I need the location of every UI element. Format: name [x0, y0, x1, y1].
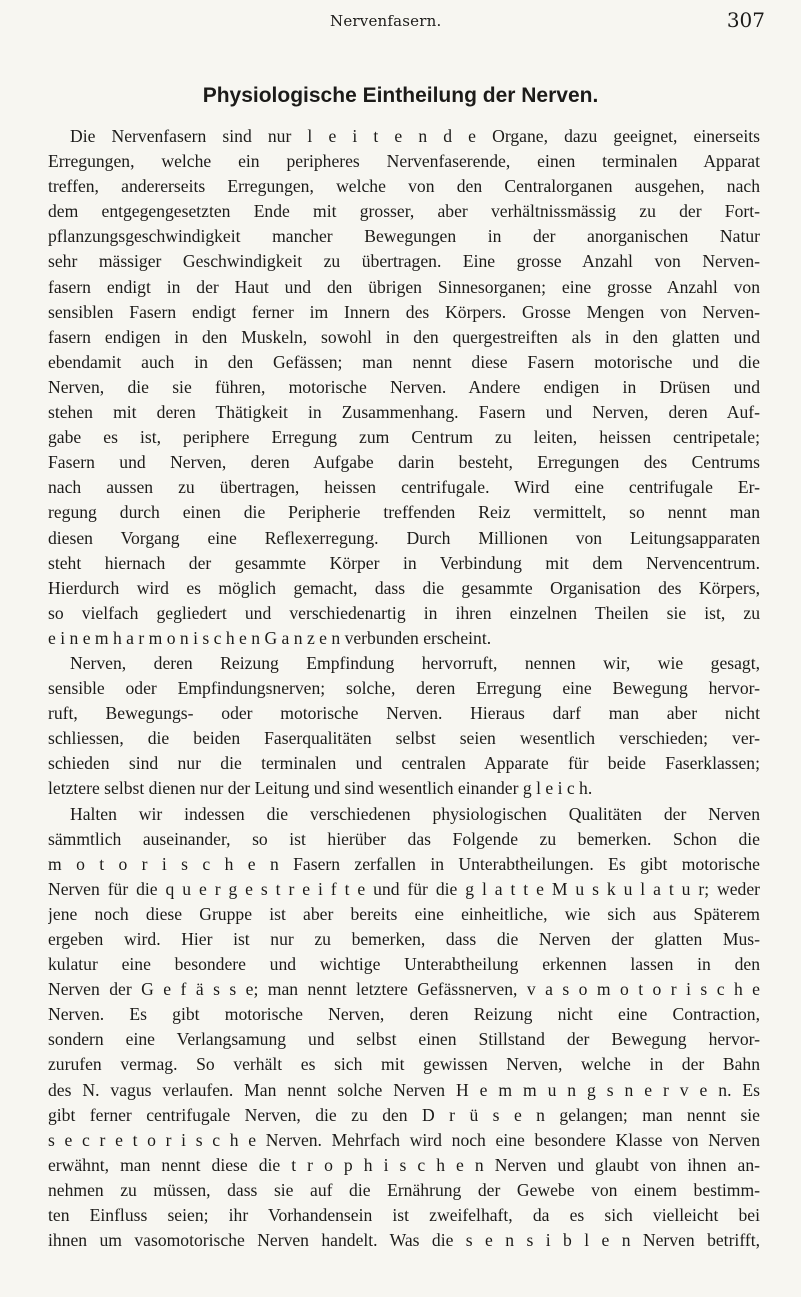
- text-line: diesen Vorgang eine Reflexerregung. Durch Millionen von Leitungsapparaten: [48, 527, 760, 548]
- text-line: dem entgegengesetzten Ende mit grosser, aber verhältnissmässig zu der Fort-: [48, 201, 760, 222]
- text-line: Nerven. Es gibt motorische Nerven, deren Reizung nicht eine Contraction,: [48, 1004, 760, 1025]
- text-line: stehen mit deren Thätigkeit in Zusammenhang. Fasern und Nerven, deren Auf-: [48, 402, 760, 423]
- text-line: jene noch diese Gruppe ist aber bereits eine einheitliche, wie sich aus Späterem: [48, 903, 760, 924]
- text-line: treffen, andererseits Erregungen, welche von den Centralorganen ausgehen, nach: [48, 176, 760, 197]
- text-line: sämmtlich auseinander, so ist hierüber das Folgende zu bemerken. Schon die: [48, 828, 760, 849]
- text-line: ten Einfluss seien; ihr Vorhandensein ist zweifelhaft, da es sich vielleicht bei: [48, 1205, 760, 1226]
- text-line: Nerven, die sie führen, motorische Nerven. Andere endigen in Drüsen und: [48, 376, 760, 397]
- text-line: s e c r e t o r i s c h e Nerven. Mehrfach wird noch eine besondere Klasse von Nerven: [48, 1129, 760, 1150]
- text-line: gabe es ist, periphere Erregung zum Centrum zu leiten, heissen centripetale;: [48, 427, 760, 448]
- text-line: des N. vagus verlaufen. Man nennt solche Nerven H e m m u n g s n e r v e n. Es: [48, 1079, 760, 1100]
- text-line: regung durch einen die Peripherie treffenden Reiz vermittelt, so nennt man: [48, 502, 760, 523]
- page-number: 307: [726, 8, 765, 32]
- text-line: kulatur eine besondere und wichtige Unterabtheilung erkennen lassen in den: [48, 954, 760, 975]
- text-line: fasern endigen in den Muskeln, sowohl in den quergestreiften als in den glatten und: [48, 326, 760, 347]
- text-line: sehr mässiger Geschwindigkeit zu übertragen. Eine grosse Anzahl von Nerven-: [48, 251, 760, 272]
- text-line: zurufen vermag. So verhält es sich mit gewissen Nerven, welche in der Bahn: [48, 1054, 760, 1075]
- text-line: steht hiernach der gesammte Körper in Verbindung mit dem Nervencentrum.: [48, 552, 760, 573]
- text-line: schliessen, die beiden Faserqualitäten selbst seien wesentlich verschieden; ver-: [48, 728, 760, 749]
- text-line: Nerven der G e f ä s s e; man nennt letztere Gefässnerven, v a s o m o t o r i s c h e: [48, 979, 760, 1000]
- text-line: ruft, Bewegungs- oder motorische Nerven. Hieraus darf man aber nicht: [48, 703, 760, 724]
- text-line: pflanzungsgeschwindigkeit mancher Bewegungen in der anorganischen Natur: [48, 226, 760, 247]
- text-line: Nerven für die q u e r g e s t r e i f t e und für die g l a t t e M u s k u l a t u r; weder: [48, 878, 760, 899]
- text-line: gibt ferner centrifugale Nerven, die zu den D r ü s e n gelangen; man nennt sie: [48, 1104, 760, 1125]
- running-head: Nervenfasern.: [330, 12, 442, 30]
- text-line: erwähnt, man nennt diese die t r o p h i s c h e n Nerven und glaubt von ihnen an-: [48, 1154, 760, 1175]
- body-text: [48, 124, 760, 1253]
- text-line: Halten wir indessen die verschiedenen physiologischen Qualitäten der Nerven: [70, 803, 760, 824]
- text-line: fasern endigt in der Haut und den übrigen Sinnesorganen; eine grosse Anzahl von: [48, 276, 760, 297]
- text-line: Hierdurch wird es möglich gemacht, dass die gesammte Organisation des Körpers,: [48, 577, 760, 598]
- text-line: ihnen um vasomotorische Nerven handelt. Was die s e n s i b l e n Nerven betrifft,: [48, 1230, 760, 1251]
- text-line: sensiblen Fasern endigt ferner im Innern des Körpers. Grosse Mengen von Nerven-: [48, 301, 760, 322]
- text-line: nach aussen zu übertragen, heissen centrifugale. Wird eine centrifugale Er-: [48, 477, 760, 498]
- text-line: schieden sind nur die terminalen und centralen Apparate für beide Faserklassen;: [48, 753, 760, 774]
- section-title: Physiologische Eintheilung der Nerven.: [202, 84, 599, 107]
- text-line: ebendamit auch in den Gefässen; man nennt diese Fasern motorische und die: [48, 351, 760, 372]
- text-line: ergeben wird. Hier ist nur zu bemerken, dass die Nerven der glatten Mus-: [48, 929, 760, 949]
- text-line: e i n e m h a r m o n i s c h e n G a n z e n verbunden erscheint.: [48, 627, 492, 648]
- text-line: Die Nervenfasern sind nur l e i t e n d e Organe, dazu geeignet, einerseits: [70, 126, 760, 146]
- text-line: Erregungen, welche ein peripheres Nervenfaserende, einen terminalen Apparat: [48, 151, 760, 172]
- text-line: nehmen zu müssen, dass sie auf die Ernährung der Gewebe von einem bestimm-: [48, 1179, 760, 1200]
- text-line: Fasern und Nerven, deren Aufgabe darin besteht, Erregungen des Centrums: [48, 452, 760, 473]
- text-line: sondern eine Verlangsamung und selbst einen Stillstand der Bewegung hervor-: [48, 1029, 760, 1050]
- text-line: m o t o r i s c h e n Fasern zerfallen in Unterabtheilungen. Es gibt motorische: [48, 853, 760, 874]
- text-line: sensible oder Empfindungsnerven; solche, deren Erregung eine Bewegung hervor-: [48, 678, 760, 699]
- text-line: letztere selbst dienen nur der Leitung und sind wesentlich einander g l e i c h.: [48, 778, 593, 799]
- text-line: so vielfach gegliedert und verschiedenartig in ihren einzelnen Theilen sie ist, zu: [48, 602, 760, 623]
- text-line: Nerven, deren Reizung Empfindung hervorruft, nennen wir, wie gesagt,: [70, 652, 760, 673]
